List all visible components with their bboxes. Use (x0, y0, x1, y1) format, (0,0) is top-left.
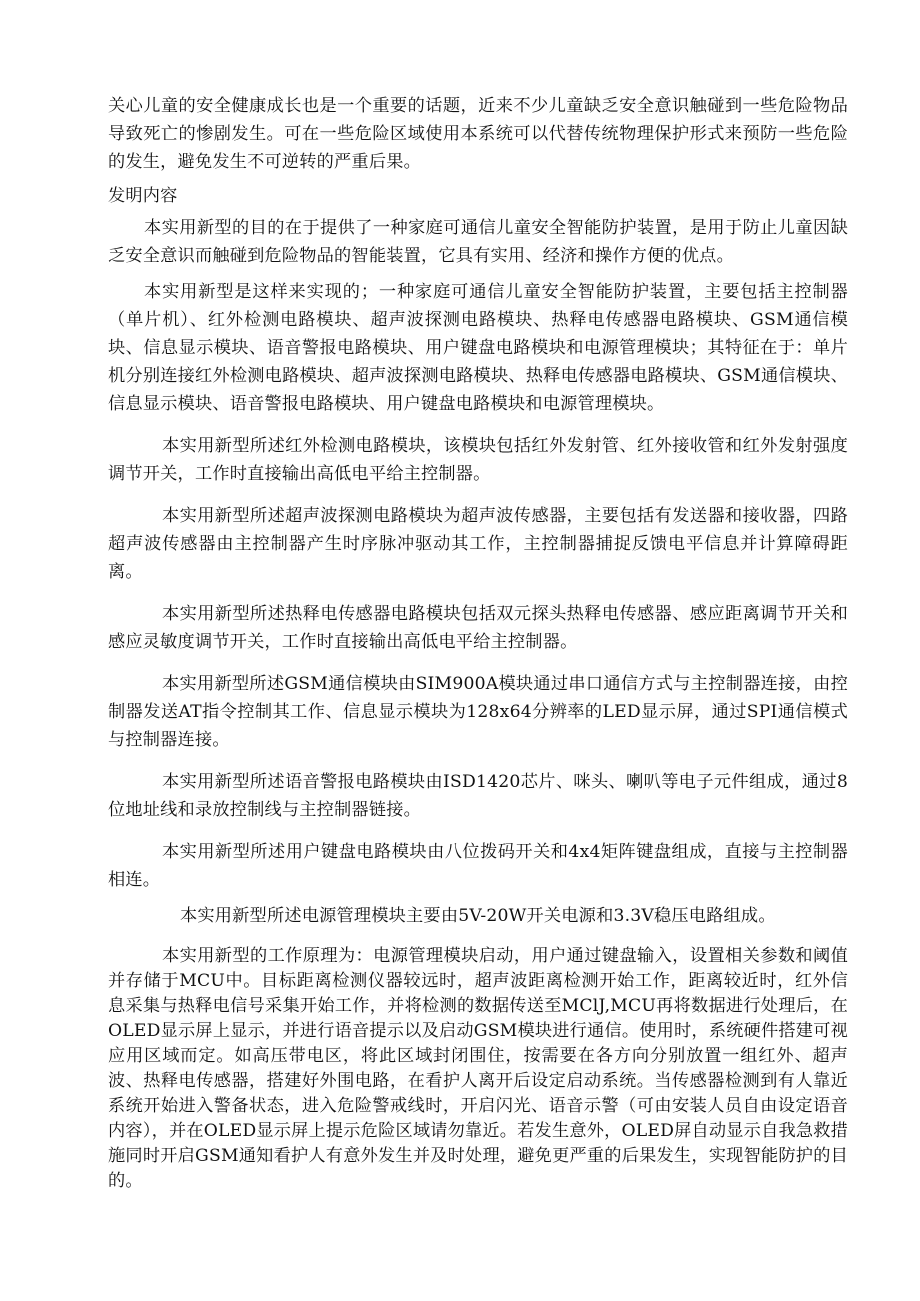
paragraph-intro-continued: 关心儿童的安全健康成长也是一个重要的话题，近来不少儿童缺乏安全意识触碰到一些危险物品导致死亡的惨剧发生。可在一些危险区域使用本系统可以代替传统物理保护形式来预防一些危险的发生，避免发生不可逆转的严重后果。 (108, 96, 848, 172)
paragraph-infrared-module: 本实用新型所述红外检测电路模块，该模块包括红外发射管、红外接收管和红外发射强度调节开关，工作时直接输出高低电平给主控制器。 (108, 436, 848, 484)
paragraph-purpose: 本实用新型的目的在于提供了一种家庭可通信儿童安全智能防护装置，是用于防止儿童因缺乏安全意识而触碰到危险物品的智能装置，它具有实用、经济和操作方便的优点。 (108, 218, 848, 266)
paragraph-power-module: 本实用新型所述电源管理模块主要由5V-20W开关电源和3.3V稳压电路组成。 (180, 906, 776, 926)
document-page (108, 92, 848, 1194)
paragraph-pyroelectric-module: 本实用新型所述热释电传感器电路模块包括双元探头热释电传感器、感应距离调节开关和感应灵敏度调节开关，工作时直接输出高低电平给主控制器。 (108, 604, 848, 652)
paragraph-working-principle: 本实用新型的工作原理为：电源管理模块启动，用户通过键盘输入，设置相关参数和阈值并存储于MCU中。目标距离检测仪器较远时，超声波距离检测开始工作，距离较近时，红外信息采集与热释电信号采集开始工作，并将检测的数据传送至MClJ,MCU再将数据进行处理后，在OLED显示屏上显示，并进行语音提示以及启动GSM模块进行通信。使用时，系统硬件搭建可视应用区域而定。如高压带电区，将此区域封闭围住，按需要在各方向分别放置一组红外、超声波、热释电传感器，搭建好外围电路，在看护人离开后设定启动系统。当传感器检测到有人靠近系统开始进入警备状态，进入危险警戒线时，开启闪光、语音示警（可由安装人员自由设定语音内容），并在OLED显示屏上提示危险区域请勿靠近。若发生意外，OLED屏自动显示自我急救措施同时开启GSM通知看护人有意外发生并及时处理，避免更严重的后果发生，实现智能防护的目的。 (108, 946, 849, 1191)
paragraph-voice-alarm-module: 本实用新型所述语音警报电路模块由ISD1420芯片、咪头、喇叭等电子元件组成，通过8位地址线和录放控制线与主控制器链接。 (108, 772, 848, 820)
paragraph-implementation: 本实用新型是这样来实现的；一种家庭可通信儿童安全智能防护装置，主要包括主控制器（单片机）、红外检测电路模块、超声波探测电路模块、热释电传感器电路模块、GSM通信模块、信息显示模块、语音警报电路模块、用户键盘电路模块和电源管理模块；其特征在于：单片机分别连接红外检测电路模块、超声波探测电路模块、热释电传感器电路模块、GSM通信模块、信息显示模块、语音警报电路模块、用户键盘电路模块和电源管理模块。 (108, 282, 848, 414)
paragraph-ultrasonic-module: 本实用新型所述超声波探测电路模块为超声波传感器，主要包括有发送器和接收器，四路超声波传感器由主控制器产生时序脉冲驱动其工作，主控制器捕捉反馈电平信息并计算障碍距离。 (108, 506, 848, 582)
paragraph-keyboard-module: 本实用新型所述用户键盘电路模块由八位拨码开关和4x4矩阵键盘组成，直接与主控制器相连。 (108, 842, 848, 890)
section-heading: 发明内容 (108, 186, 178, 206)
paragraph-gsm-module: 本实用新型所述GSM通信模块由SIM900A模块通过串口通信方式与主控制器连接，由控制器发送AT指令控制其工作、信息显示模块为128x64分辨率的LED显示屏，通过SPI通信模式与控制器连接。 (108, 674, 848, 750)
